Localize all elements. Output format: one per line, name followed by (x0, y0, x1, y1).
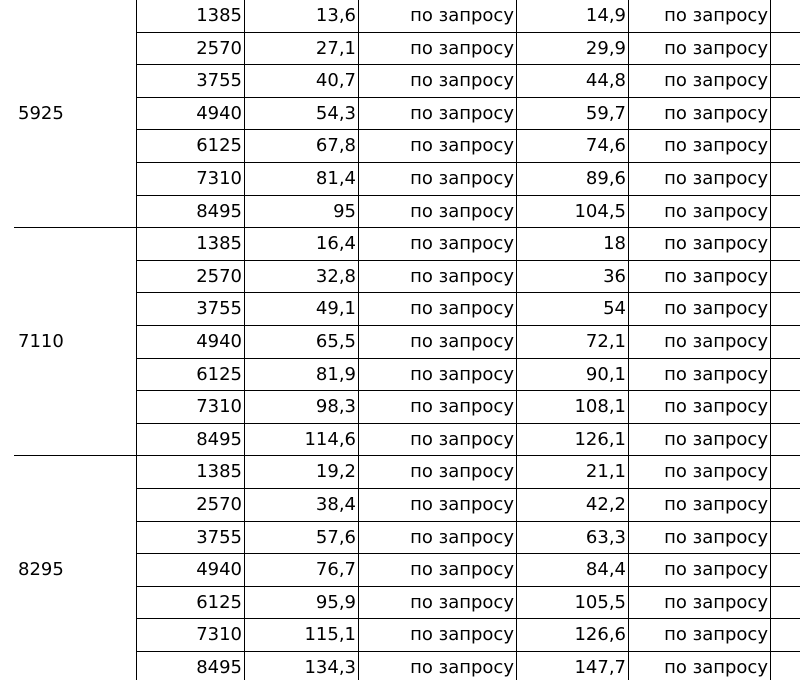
cell-text: 114,6 (304, 428, 356, 450)
table-row (136, 554, 800, 587)
group-separator (14, 455, 800, 456)
cell-text: по запросу (664, 70, 768, 92)
column-divider (358, 0, 359, 680)
table-row (136, 228, 800, 261)
cell-text: 4940 (196, 559, 242, 581)
on-request-cell (628, 293, 770, 326)
price-a-cell (244, 196, 358, 229)
length-cell (136, 456, 244, 489)
cell-text: по запросу (410, 135, 514, 157)
cell-text: 8495 (196, 200, 242, 222)
length-cell (136, 391, 244, 424)
cell-text: 57,6 (315, 526, 356, 548)
cell-text: 29,9 (585, 37, 626, 59)
cell-text: 115,1 (304, 624, 356, 646)
cell-text: 7310 (196, 168, 242, 189)
cell-text: 95 (333, 200, 356, 222)
cell-text: по запросу (410, 102, 514, 124)
price-a-cell (244, 33, 358, 66)
cell-text: по запросу (410, 656, 514, 678)
cell-text: по запросу (664, 265, 768, 287)
cell-text: 16,4 (315, 233, 356, 255)
cell-text: по запросу (664, 298, 768, 320)
price-b-cell (516, 359, 628, 392)
cell-text: по запросу (664, 493, 768, 515)
table-row (136, 163, 800, 196)
length-cell (136, 489, 244, 522)
cell-text: по запросу (664, 559, 768, 581)
on-request-cell (358, 130, 516, 163)
price-b-cell (516, 33, 628, 66)
price-a-cell (244, 619, 358, 652)
on-request-cell (628, 359, 770, 392)
price-a-cell (244, 293, 358, 326)
price-b-cell (516, 0, 628, 33)
length-cell (136, 587, 244, 620)
price-b-cell (516, 587, 628, 620)
price-a-cell (244, 522, 358, 555)
cell-text: 2570 (196, 37, 242, 59)
group-label: 5925 (18, 102, 64, 124)
cell-text: по запросу (664, 135, 768, 157)
table-row (136, 359, 800, 392)
on-request-cell (628, 228, 770, 261)
cell-text: по запросу (410, 396, 514, 418)
table-row (136, 293, 800, 326)
cell-text: по запросу (410, 493, 514, 515)
cell-text: по запросу (410, 363, 514, 385)
on-request-cell (358, 326, 516, 359)
cell-text: 4940 (196, 102, 242, 124)
on-request-cell (628, 326, 770, 359)
cell-text: 81,9 (315, 363, 356, 385)
length-cell (136, 65, 244, 98)
on-request-cell (628, 619, 770, 652)
cell-text: по запросу (664, 656, 768, 678)
cell-text: по запросу (410, 200, 514, 222)
cell-text: по запросу (664, 461, 768, 483)
cell-text: 6125 (196, 135, 242, 157)
price-a-cell (244, 359, 358, 392)
cell-text: по запросу (410, 559, 514, 581)
on-request-cell (358, 587, 516, 620)
cell-text: по запросу (410, 168, 514, 189)
row-group (0, 456, 800, 684)
cell-text: 3755 (196, 298, 242, 320)
on-request-cell (628, 196, 770, 229)
on-request-cell (358, 65, 516, 98)
on-request-cell (358, 619, 516, 652)
cell-text: по запросу (410, 461, 514, 483)
cell-text: по запросу (664, 428, 768, 450)
cell-text: 49,1 (315, 298, 356, 320)
price-b-cell (516, 652, 628, 685)
cell-text: по запросу (664, 102, 768, 124)
on-request-cell (358, 33, 516, 66)
cell-text: по запросу (664, 37, 768, 59)
cell-text: 36 (603, 265, 626, 287)
price-a-cell (244, 424, 358, 457)
price-b-cell (516, 554, 628, 587)
on-request-cell (628, 98, 770, 131)
cell-text: 84,4 (585, 559, 626, 581)
column-divider (628, 0, 629, 680)
cell-text: по запросу (664, 363, 768, 385)
on-request-cell (628, 587, 770, 620)
cell-text: 59,7 (585, 102, 626, 124)
cell-text: 4940 (196, 330, 242, 352)
length-cell (136, 359, 244, 392)
price-b-cell (516, 326, 628, 359)
cell-text: по запросу (664, 624, 768, 646)
on-request-cell (358, 196, 516, 229)
cell-text: по запросу (664, 591, 768, 613)
table-row (136, 65, 800, 98)
length-cell (136, 98, 244, 131)
cell-text: 19,2 (315, 461, 356, 483)
price-b-cell (516, 522, 628, 555)
price-b-cell (516, 293, 628, 326)
cell-text: 105,5 (574, 591, 626, 613)
table-row (136, 587, 800, 620)
cell-text: 3755 (196, 70, 242, 92)
cell-text: 1385 (196, 461, 242, 483)
table-row (136, 196, 800, 229)
on-request-cell (358, 359, 516, 392)
group-label: 7110 (18, 330, 64, 352)
table-row (136, 424, 800, 457)
price-a-cell (244, 0, 358, 33)
on-request-cell (628, 554, 770, 587)
on-request-cell (358, 163, 516, 196)
cell-text: по запросу (410, 298, 514, 320)
on-request-cell (628, 33, 770, 66)
price-b-cell (516, 130, 628, 163)
cell-text: по запросу (410, 5, 514, 26)
cell-text: по запросу (410, 265, 514, 287)
on-request-cell (628, 65, 770, 98)
on-request-cell (358, 98, 516, 131)
cell-text: 126,1 (574, 428, 626, 450)
cell-text: по запросу (664, 168, 768, 189)
group-label: 8295 (18, 559, 64, 581)
on-request-cell (358, 261, 516, 294)
price-b-cell (516, 228, 628, 261)
price-a-cell (244, 326, 358, 359)
cell-text: 8495 (196, 656, 242, 678)
table-row (136, 98, 800, 131)
column-divider (136, 0, 137, 680)
on-request-cell (358, 652, 516, 685)
cell-text: 32,8 (315, 265, 356, 287)
on-request-cell (628, 424, 770, 457)
cell-text: 104,5 (574, 200, 626, 222)
on-request-cell (358, 489, 516, 522)
price-a-cell (244, 65, 358, 98)
cell-text: по запросу (410, 526, 514, 548)
cell-text: 42,2 (585, 493, 626, 515)
table-row (136, 0, 800, 33)
cell-text: 3755 (196, 526, 242, 548)
cell-text: 72,1 (585, 330, 626, 352)
cell-text: 95,9 (315, 591, 356, 613)
length-cell (136, 33, 244, 66)
price-a-cell (244, 163, 358, 196)
length-cell (136, 0, 244, 33)
length-cell (136, 293, 244, 326)
cell-text: по запросу (664, 5, 768, 26)
cell-text: по запросу (410, 591, 514, 613)
price-b-cell (516, 98, 628, 131)
cell-text: 2570 (196, 493, 242, 515)
price-b-cell (516, 391, 628, 424)
cell-text: 7310 (196, 624, 242, 646)
price-a-cell (244, 554, 358, 587)
column-divider (516, 0, 517, 680)
length-cell (136, 554, 244, 587)
price-a-cell (244, 587, 358, 620)
on-request-cell (358, 293, 516, 326)
cell-text: 54,3 (315, 102, 356, 124)
cell-text: 6125 (196, 363, 242, 385)
price-a-cell (244, 391, 358, 424)
price-b-cell (516, 619, 628, 652)
cell-text: 13,6 (315, 5, 356, 26)
cell-text: 6125 (196, 591, 242, 613)
cell-text: 126,6 (574, 624, 626, 646)
cell-text: по запросу (664, 396, 768, 418)
cell-text: 67,8 (315, 135, 356, 157)
length-cell (136, 163, 244, 196)
cell-text: по запросу (410, 233, 514, 255)
on-request-cell (628, 489, 770, 522)
cell-text: 74,6 (585, 135, 626, 157)
cell-text: 65,5 (315, 330, 356, 352)
on-request-cell (358, 0, 516, 33)
table-row (136, 33, 800, 66)
price-a-cell (244, 652, 358, 685)
cell-text: 108,1 (574, 396, 626, 418)
price-b-cell (516, 424, 628, 457)
cell-text: 63,3 (585, 526, 626, 548)
on-request-cell (628, 261, 770, 294)
cell-text: по запросу (664, 526, 768, 548)
table-row (136, 619, 800, 652)
price-a-cell (244, 98, 358, 131)
length-cell (136, 196, 244, 229)
table-row (136, 522, 800, 555)
table-row (136, 326, 800, 359)
table-row (136, 456, 800, 489)
on-request-cell (628, 652, 770, 685)
price-b-cell (516, 489, 628, 522)
table-row (136, 261, 800, 294)
cell-text: 2570 (196, 265, 242, 287)
cell-text: по запросу (410, 330, 514, 352)
price-b-cell (516, 163, 628, 196)
on-request-cell (628, 522, 770, 555)
on-request-cell (358, 554, 516, 587)
price-b-cell (516, 196, 628, 229)
price-b-cell (516, 65, 628, 98)
length-cell (136, 424, 244, 457)
cell-text: 98,3 (315, 396, 356, 418)
cell-text: по запросу (410, 70, 514, 92)
column-divider (244, 0, 245, 680)
cell-text: 90,1 (585, 363, 626, 385)
length-cell (136, 261, 244, 294)
on-request-cell (628, 130, 770, 163)
table-row (136, 391, 800, 424)
cell-text: 14,9 (585, 5, 626, 26)
price-a-cell (244, 261, 358, 294)
cell-text: 44,8 (585, 70, 626, 92)
length-cell (136, 326, 244, 359)
cell-text: 89,6 (585, 168, 626, 189)
price-b-cell (516, 456, 628, 489)
cell-text: 38,4 (315, 493, 356, 515)
cell-text: по запросу (664, 233, 768, 255)
length-cell (136, 652, 244, 685)
on-request-cell (358, 456, 516, 489)
cell-text: 76,7 (315, 559, 356, 581)
cell-text: 1385 (196, 233, 242, 255)
cell-text: 54 (603, 298, 626, 320)
price-a-cell (244, 489, 358, 522)
cell-text: по запросу (664, 330, 768, 352)
on-request-cell (628, 0, 770, 33)
cell-text: 27,1 (315, 37, 356, 59)
on-request-cell (628, 391, 770, 424)
cell-text: по запросу (664, 200, 768, 222)
cell-text: 18 (603, 233, 626, 255)
cell-text: 21,1 (585, 461, 626, 483)
row-group (0, 228, 800, 456)
cell-text: по запросу (410, 624, 514, 646)
cell-text: 40,7 (315, 70, 356, 92)
group-separator (14, 227, 800, 228)
price-a-cell (244, 228, 358, 261)
price-a-cell (244, 130, 358, 163)
row-group (0, 0, 800, 228)
price-b-cell (516, 261, 628, 294)
on-request-cell (628, 163, 770, 196)
table-row (136, 130, 800, 163)
table-row (136, 652, 800, 685)
on-request-cell (358, 522, 516, 555)
cell-text: 8495 (196, 428, 242, 450)
on-request-cell (358, 228, 516, 261)
on-request-cell (358, 424, 516, 457)
table-row (136, 489, 800, 522)
cell-text: по запросу (410, 37, 514, 59)
cell-text: 7310 (196, 396, 242, 418)
column-divider (770, 0, 771, 680)
on-request-cell (628, 456, 770, 489)
cell-text: 1385 (196, 5, 242, 26)
length-cell (136, 130, 244, 163)
length-cell (136, 522, 244, 555)
on-request-cell (358, 391, 516, 424)
price-a-cell (244, 456, 358, 489)
length-cell (136, 619, 244, 652)
cell-text: 81,4 (315, 168, 356, 189)
cell-text: 134,3 (304, 656, 356, 678)
length-cell (136, 228, 244, 261)
cell-text: по запросу (410, 428, 514, 450)
cell-text: 147,7 (574, 656, 626, 678)
